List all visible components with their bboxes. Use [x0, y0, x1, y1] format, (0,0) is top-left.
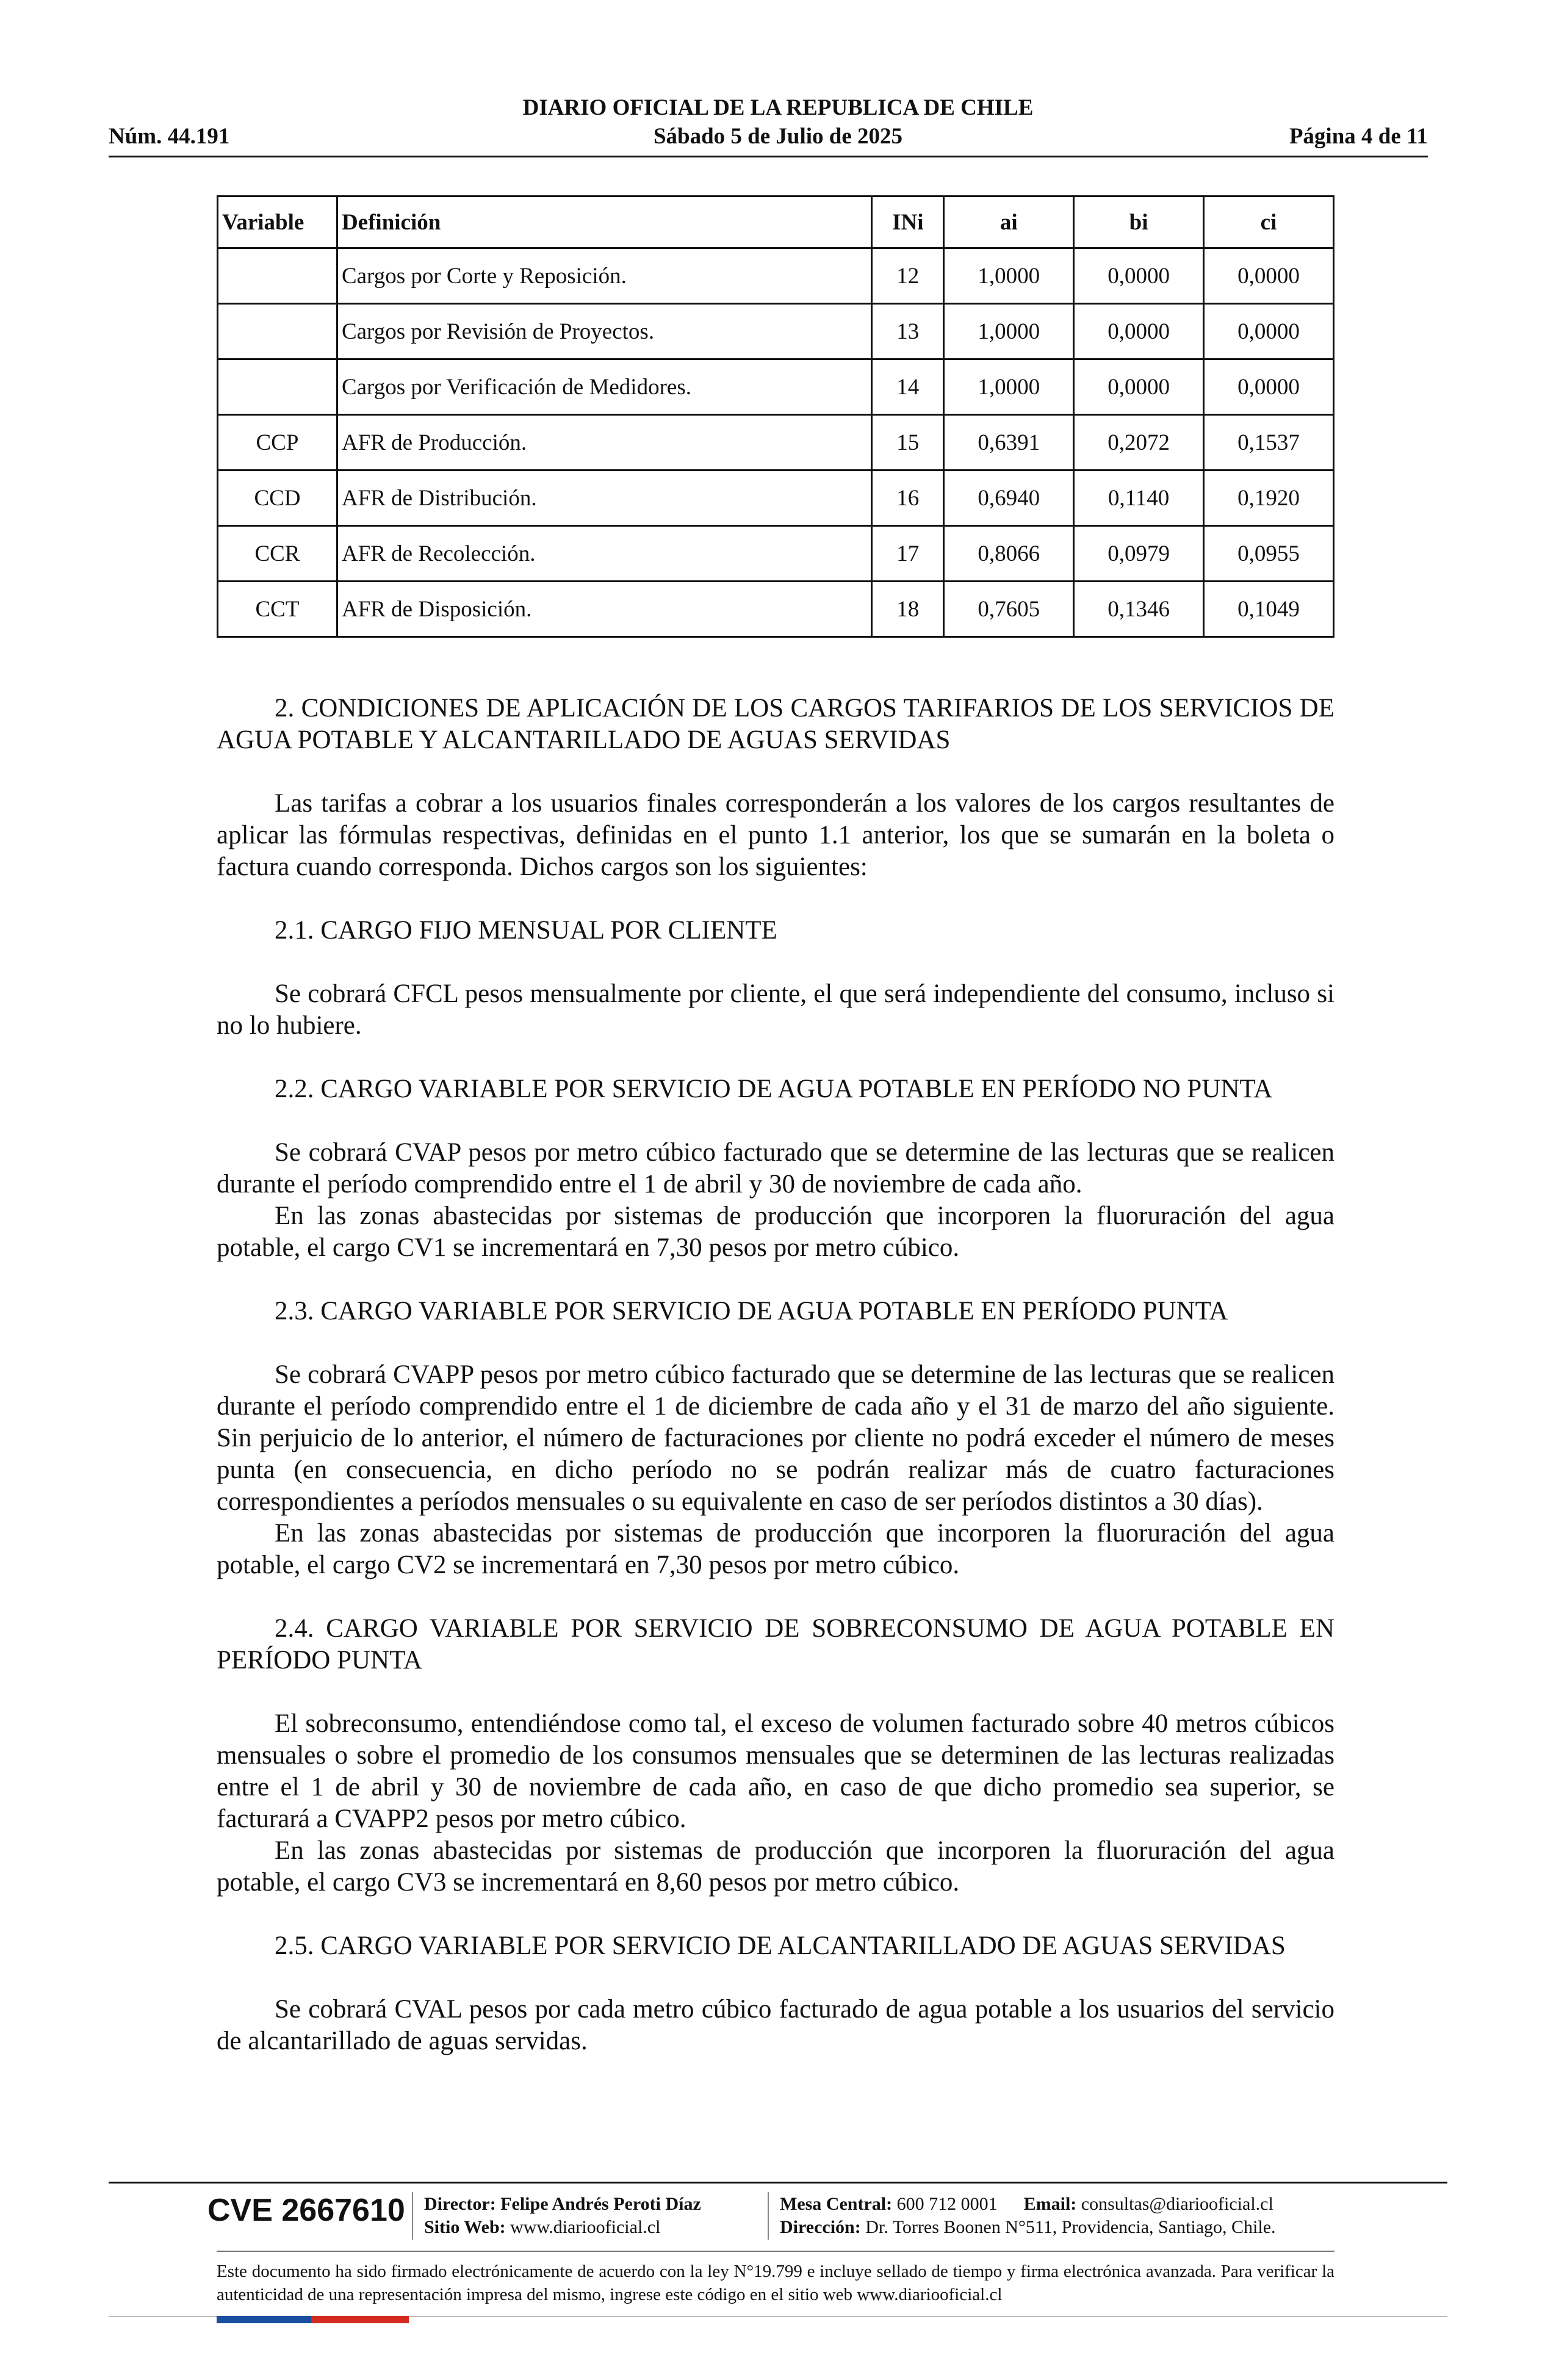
footer-divider	[109, 2182, 1447, 2183]
cell-ini: 18	[872, 582, 944, 637]
website-link[interactable]: www.diariooficial.cl	[510, 2217, 661, 2237]
table-row	[218, 415, 1334, 471]
column-header-bi: bi	[1074, 197, 1204, 248]
cell-definicion: AFR de Recolección.	[337, 526, 871, 582]
cell-ai: 1,0000	[944, 304, 1074, 359]
page-number: Página 4 de 11	[1289, 124, 1428, 149]
cell-ci: 0,0955	[1204, 526, 1334, 582]
flag-stripe-blue	[217, 2316, 311, 2323]
cell-definicion: Cargos por Verificación de Medidores.	[337, 359, 871, 415]
mesa-phone: 600 712 0001	[896, 2194, 998, 2214]
table-row	[218, 526, 1334, 582]
cell-bi: 0,0000	[1074, 248, 1204, 304]
footer-address	[780, 2217, 1276, 2238]
cell-ini: 13	[872, 304, 944, 359]
column-header-definicion: Definición	[337, 197, 871, 248]
website-label: Sitio Web:	[424, 2217, 506, 2237]
cell-ini: 17	[872, 526, 944, 582]
flag-stripe-red	[311, 2316, 409, 2323]
gazette-title: DIARIO OFICIAL DE LA REPUBLICA DE CHILE	[522, 95, 1034, 120]
director-name: Felipe Andrés Peroti Díaz	[500, 2194, 701, 2214]
section-2-4-paragraph-2: En las zonas abastecidas por sistemas de producción que incorporen la fluoruración del agua potable, el cargo CV3 se incrementará en 8,60 pesos por metro cúbico.	[217, 1836, 1334, 1897]
table-row	[218, 471, 1334, 526]
table-row	[218, 248, 1334, 304]
mesa-label: Mesa Central:	[780, 2194, 893, 2214]
cell-ai: 1,0000	[944, 248, 1074, 304]
section-2-4-paragraph-1: El sobreconsumo, entendiéndose como tal, el exceso de volumen facturado sobre 40 metros cúbicos mensuales o sobre el promedio de los consumos mensuales que se determinen de las lecturas realizadas entre el 1 de abril y 30 de noviembre de cada año, en caso de que dicho promedio sea superior, se facturará a CVAPP2 pesos por metro cúbico.	[217, 1709, 1334, 1833]
section-2-3-paragraph-2: En las zonas abastecidas por sistemas de producción que incorporen la fluoruración del agua potable, el cargo CV2 se incrementará en 7,30 pesos por metro cúbico.	[217, 1519, 1334, 1579]
cell-ini: 15	[872, 415, 944, 471]
footer-separator	[768, 2192, 769, 2240]
section-2-2-paragraph-1: Se cobrará CVAP pesos por metro cúbico facturado que se determine de las lecturas que se realicen durante el período comprendido entre el 1 de abril y 30 de noviembre de cada año.	[217, 1138, 1334, 1199]
cell-ci: 0,0000	[1204, 304, 1334, 359]
cell-ai: 0,6940	[944, 471, 1074, 526]
cell-definicion: Cargos por Corte y Reposición.	[337, 248, 871, 304]
table-row	[218, 582, 1334, 637]
section-2-1-title: 2.1. CARGO FIJO MENSUAL POR CLIENTE	[275, 916, 777, 945]
cell-ini: 14	[872, 359, 944, 415]
section-2-5-paragraph: Se cobrará CVAL pesos por cada metro cúbico facturado de agua potable a los usuarios del servicio de alcantarillado de aguas servidas.	[217, 1995, 1334, 2055]
email-link[interactable]: consultas@diariooficial.cl	[1081, 2194, 1273, 2214]
cell-variable	[218, 248, 337, 304]
cell-variable	[218, 359, 337, 415]
cell-ai: 1,0000	[944, 359, 1074, 415]
footer-divider-2	[217, 2251, 1334, 2252]
footer-website	[424, 2217, 660, 2238]
director-label: Director:	[424, 2194, 496, 2214]
section-2-paragraph: Las tarifas a cobrar a los usuarios finales corresponderán a los valores de los cargos resultantes de aplicar las fórmulas respectivas, definidas en el punto 1.1 anterior, los que se sumarán en la boleta o factura cuando corresponda. Dichos cargos son los siguientes:	[217, 789, 1334, 881]
section-2-1-paragraph: Se cobrará CFCL pesos mensualmente por cliente, el que será independiente del consumo, incluso si no lo hubiere.	[217, 979, 1334, 1040]
cell-ai: 0,7605	[944, 582, 1074, 637]
cell-ci: 0,0000	[1204, 359, 1334, 415]
legal-notice: Este documento ha sido firmado electrónicamente de acuerdo con la ley N°19.799 e incluye sellado de tiempo y firma electrónica avanzada. Para verificar la autenticidad de una representación impresa del mismo, ingrese este código en el sitio web www.diariooficial.cl	[217, 2262, 1334, 2304]
footer-director	[424, 2194, 701, 2215]
cell-ini: 12	[872, 248, 944, 304]
cell-definicion: AFR de Producción.	[337, 415, 871, 471]
cell-bi: 0,0979	[1074, 526, 1204, 582]
cell-bi: 0,1346	[1074, 582, 1204, 637]
column-header-ci: ci	[1204, 197, 1334, 248]
section-2-3-paragraph-1: Se cobrará CVAPP pesos por metro cúbico facturado que se determine de las lecturas que se realicen durante el período comprendido entre el 1 de diciembre de cada año y el 31 de marzo del año siguiente. Sin perjuicio de lo anterior, el número de facturaciones por cliente no podrá exceder el número de meses punta (en consecuencia, en dicho período no se podrán realizar más de cuatro facturaciones correspondientes a períodos mensuales o su equivalente en caso de ser períodos distintos a 30 días).	[217, 1360, 1334, 1516]
cell-ini: 16	[872, 471, 944, 526]
issue-number: Núm. 44.191	[109, 124, 230, 149]
column-header-variable: Variable	[218, 197, 337, 248]
cell-ci: 0,0000	[1204, 248, 1334, 304]
cell-definicion: AFR de Distribución.	[337, 471, 871, 526]
cell-bi: 0,2072	[1074, 415, 1204, 471]
issue-date: Sábado 5 de Julio de 2025	[653, 124, 903, 149]
cell-variable: CCT	[218, 582, 337, 637]
table-row	[218, 359, 1334, 415]
cell-ci: 0,1537	[1204, 415, 1334, 471]
column-header-ini: INi	[872, 197, 944, 248]
cell-ai: 0,8066	[944, 526, 1074, 582]
table-row	[218, 304, 1334, 359]
email-label: Email:	[1023, 2194, 1077, 2214]
section-2-2-paragraph-2: En las zonas abastecidas por sistemas de producción que incorporen la fluoruración del agua potable, el cargo CV1 se incrementará en 7,30 pesos por metro cúbico.	[217, 1202, 1334, 1262]
cell-variable	[218, 304, 337, 359]
address-value: Dr. Torres Boonen N°511, Providencia, Santiago, Chile.	[865, 2217, 1276, 2237]
column-header-ai: ai	[944, 197, 1074, 248]
document-body	[217, 693, 1334, 2057]
section-2-title: 2. CONDICIONES DE APLICACIÓN DE LOS CARGOS TARIFARIOS DE LOS SERVICIOS DE AGUA POTABLE Y ALCANTARILLADO DE AGUAS SERVIDAS	[217, 694, 1334, 754]
cell-definicion: Cargos por Revisión de Proyectos.	[337, 304, 871, 359]
cell-bi: 0,0000	[1074, 359, 1204, 415]
section-2-4-title: 2.4. CARGO VARIABLE POR SERVICIO DE SOBRECONSUMO DE AGUA POTABLE EN PERÍODO PUNTA	[217, 1614, 1334, 1675]
tariff-index-table	[217, 195, 1334, 638]
table-header-row	[218, 197, 1334, 248]
section-2-3-title: 2.3. CARGO VARIABLE POR SERVICIO DE AGUA POTABLE EN PERÍODO PUNTA	[275, 1297, 1228, 1325]
header-divider	[109, 156, 1428, 157]
cell-bi: 0,1140	[1074, 471, 1204, 526]
cve-code: CVE 2667610	[207, 2193, 405, 2228]
cell-variable: CCP	[218, 415, 337, 471]
cell-ai: 0,6391	[944, 415, 1074, 471]
footer-separator	[412, 2192, 413, 2240]
section-2-2-title: 2.2. CARGO VARIABLE POR SERVICIO DE AGUA POTABLE EN PERÍODO NO PUNTA	[275, 1075, 1273, 1103]
cell-ci: 0,1049	[1204, 582, 1334, 637]
cell-definicion: AFR de Disposición.	[337, 582, 871, 637]
section-2-5-title: 2.5. CARGO VARIABLE POR SERVICIO DE ALCANTARILLADO DE AGUAS SERVIDAS	[275, 1931, 1286, 1960]
footer-contact	[780, 2194, 1273, 2215]
cell-bi: 0,0000	[1074, 304, 1204, 359]
cell-variable: CCD	[218, 471, 337, 526]
address-label: Dirección:	[780, 2217, 861, 2237]
cell-ci: 0,1920	[1204, 471, 1334, 526]
cell-variable: CCR	[218, 526, 337, 582]
